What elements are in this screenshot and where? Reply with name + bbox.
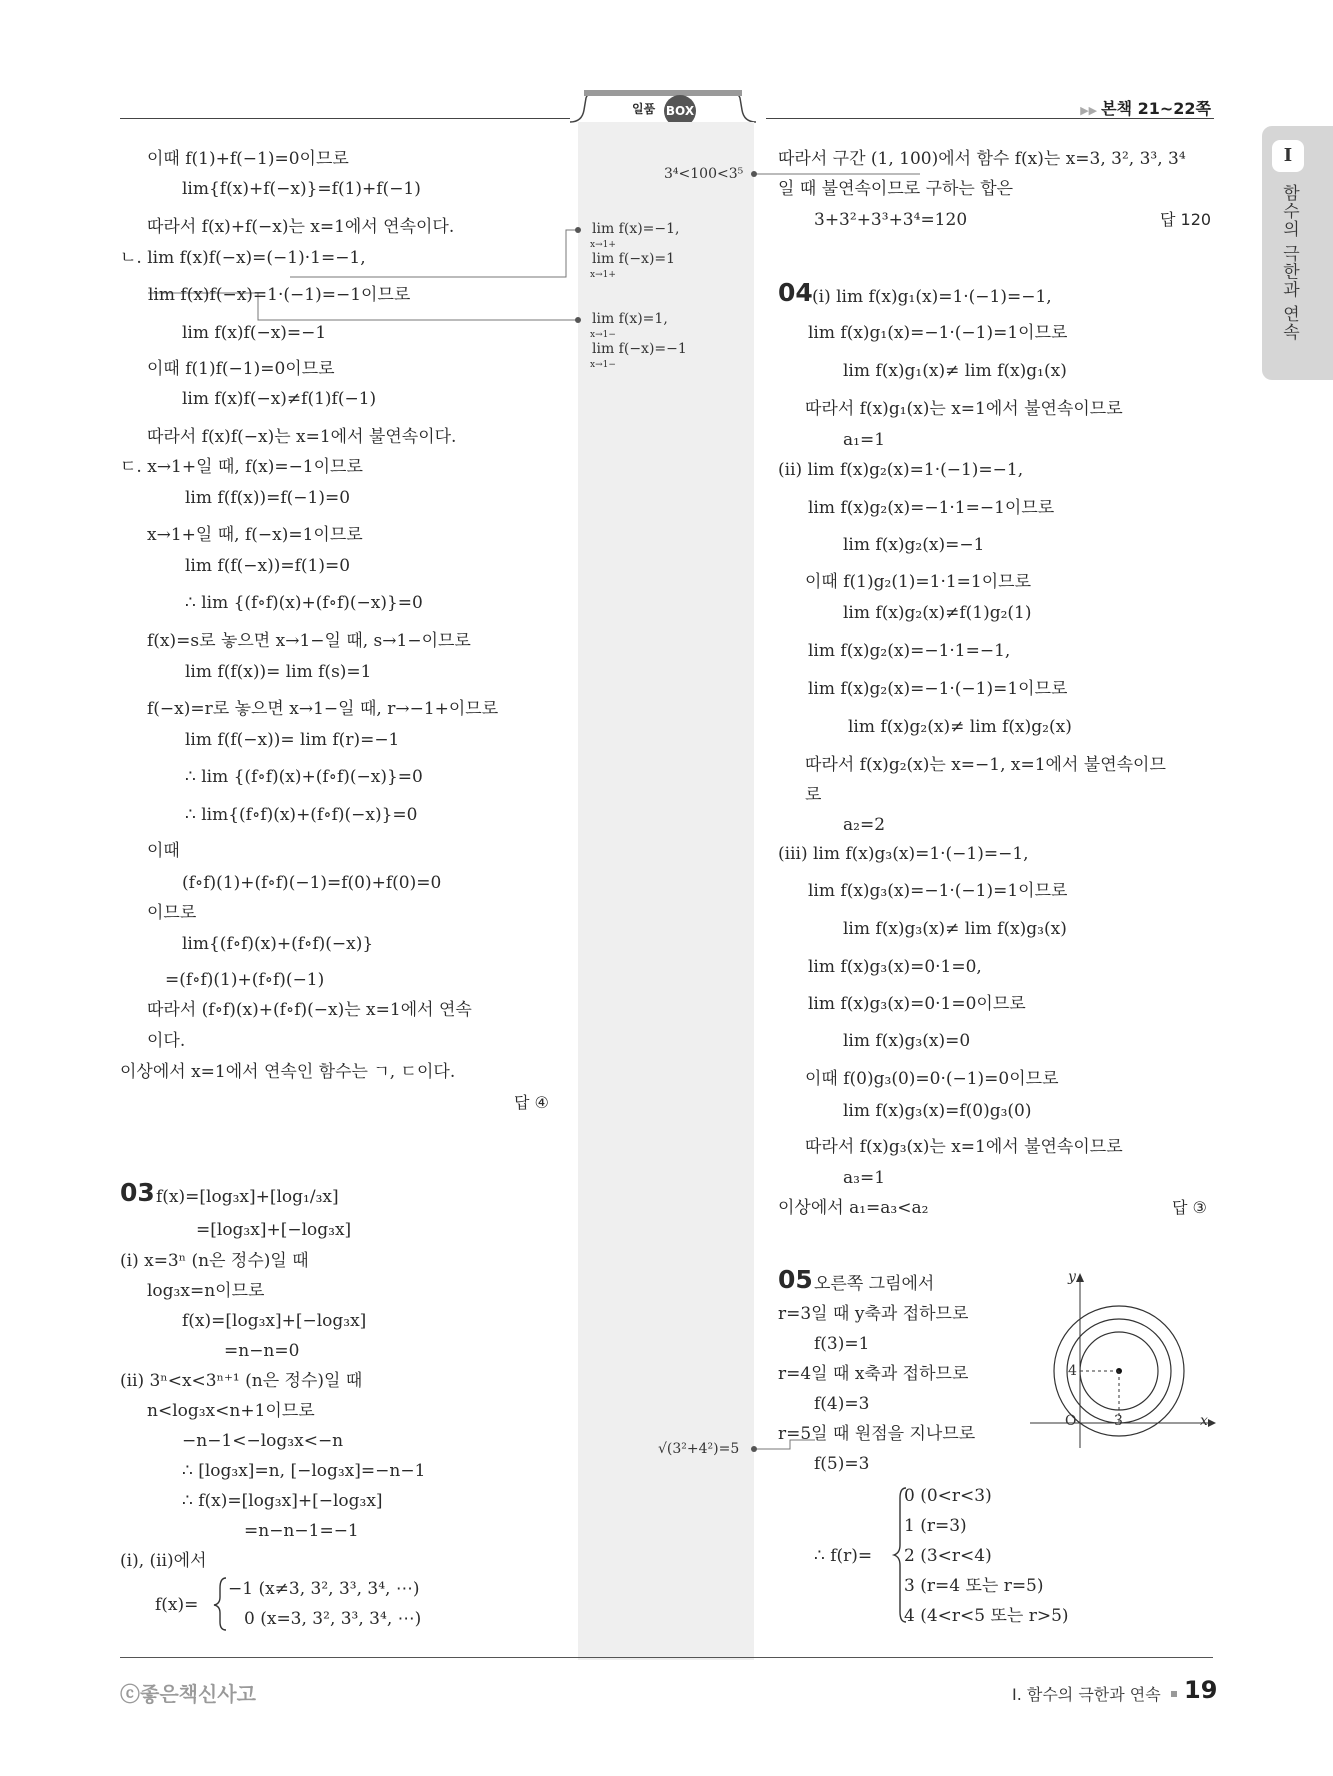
left-line-19: ∴ lim {(f∘f)(x)+(f∘f)(−x)}=0 — [185, 767, 423, 787]
q04-line-25: 따라서 f(x)g₃(x)는 x=1에서 불연속이므로 — [805, 1137, 1123, 1157]
note-limit-2b: lim f(−x)=−1 — [592, 341, 687, 357]
q05-line-8: ∴ f(r)= — [814, 1546, 873, 1566]
q03-number: 03 — [120, 1178, 155, 1207]
left-line-21: 이때 — [147, 841, 180, 861]
q03-line-4: log₃x=n이므로 — [147, 1281, 265, 1301]
q03-line-6: =n−n=0 — [224, 1341, 300, 1361]
left-line-6: lim f(x)f(−x)=−1 — [182, 323, 327, 343]
note-limit-1a-sub: x→1+ — [590, 240, 616, 250]
left-line-26: 따라서 (f∘f)(x)+(f∘f)(−x)는 x=1에서 연속 — [147, 1000, 472, 1020]
note-limit-2a: lim f(x)=1, — [592, 311, 668, 327]
note-limit-1b: lim f(−x)=1 — [592, 251, 676, 267]
left-line-9: 따라서 f(x)f(−x)는 x=1에서 불연속이다. — [147, 427, 457, 447]
q04-line-2: lim f(x)g₁(x)=−1·(−1)=1이므로 — [808, 323, 1068, 343]
note-power-bound: 3⁴<100<3⁵ — [664, 166, 744, 182]
q04-line-13: lim f(x)g₂(x)≠ lim f(x)g₂(x) — [848, 717, 1072, 737]
q03-line-14: f(x)= — [155, 1595, 199, 1615]
left-line-17: f(−x)=r로 놓으면 x→1−일 때, r→−1+이므로 — [147, 699, 499, 719]
q04-line-3: lim f(x)g₁(x)≠ lim f(x)g₁(x) — [843, 361, 1067, 381]
note-limit-1b-sub: x→1+ — [590, 270, 616, 280]
q05-line-5: f(4)=3 — [814, 1394, 870, 1414]
q04-line-12: lim f(x)g₂(x)=−1·(−1)=1이므로 — [808, 679, 1068, 699]
note-radius: √(3²+4²)=5 — [658, 1441, 740, 1457]
q04-line-14: 따라서 f(x)g₂(x)는 x=−1, x=1에서 불연속이므 — [805, 755, 1166, 775]
q05-case-4: 3 (r=4 또는 r=5) — [904, 1576, 1044, 1596]
q04-line-4: 따라서 f(x)g₁(x)는 x=1에서 불연속이므로 — [805, 399, 1123, 419]
note-limit-2b-sub: x→1− — [590, 360, 616, 370]
q05-line-4: r=4일 때 x축과 접하므로 — [778, 1364, 969, 1384]
double-arrow-icon: ▶▶ — [1080, 104, 1098, 117]
q04-number: 04 — [778, 278, 813, 307]
q03-line-8: n<log₃x<n+1이므로 — [147, 1401, 315, 1421]
left-line-20: ∴ lim{(f∘f)(x)+(f∘f)(−x)}=0 — [185, 805, 418, 825]
left-line-28: 이상에서 x=1에서 연속인 함수는 ㄱ, ㄷ이다. — [120, 1062, 456, 1082]
box-badge: BOX — [664, 95, 696, 127]
q05-case-2: 1 (r=3) — [904, 1516, 967, 1536]
q05-line-3: f(3)=1 — [814, 1334, 870, 1354]
fig-label-three: 3 — [1114, 1413, 1123, 1429]
q03-line-5: f(x)=[log₃x]+[−log₃x] — [182, 1311, 367, 1331]
q05-line-2: r=3일 때 y축과 접하므로 — [778, 1304, 969, 1324]
left-line-14: ∴ lim {(f∘f)(x)+(f∘f)(−x)}=0 — [185, 593, 423, 613]
q04-line-15: 로 — [805, 785, 822, 805]
q04-line-6: (ⅱ) lim f(x)g₂(x)=1·(−1)=−1, — [778, 460, 1024, 480]
right-top-line-1: 따라서 구간 (1, 100)에서 함수 f(x)는 x=3, 3², 3³, 3⁴ — [778, 149, 1186, 169]
q05-number: 05 — [778, 1265, 813, 1294]
left-line-18: lim f(f(−x))= lim f(r)=−1 — [185, 730, 400, 750]
q03-line-7: (ⅱ) 3ⁿ<x<3ⁿ⁺¹ (n은 정수)일 때 — [120, 1371, 363, 1391]
right-top-line-3: 3+3²+3³+3⁴=120 — [814, 210, 968, 230]
left-line-3: 따라서 f(x)+f(−x)는 x=1에서 연속이다. — [147, 217, 455, 237]
q04-line-22: lim f(x)g₃(x)=0 — [843, 1031, 971, 1051]
q04-line-9: 이때 f(1)g₂(1)=1·1=1이므로 — [805, 572, 1032, 592]
q04-line-1: (ⅰ) lim f(x)g₁(x)=1·(−1)=−1, — [812, 287, 1052, 307]
q04-answer: 답 ③ — [1172, 1198, 1207, 1217]
q04-line-8: lim f(x)g₂(x)=−1 — [843, 535, 985, 555]
chapter-title: 함수의 극한과 연속 — [1279, 184, 1299, 341]
right-top-answer: 답 120 — [1160, 210, 1212, 229]
left-answer: 답 ④ — [514, 1093, 549, 1112]
fig-label-four: 4 — [1068, 1363, 1077, 1379]
q05-case-1: 0 (0<r<3) — [904, 1486, 992, 1506]
q03-line-15: −1 (x≠3, 3², 3³, 3⁴, ⋯) — [228, 1579, 420, 1599]
note-limit-1a: lim f(x)=−1, — [592, 221, 680, 237]
q04-line-11: lim f(x)g₂(x)=−1·1=−1, — [808, 641, 1011, 661]
q04-line-19: lim f(x)g₃(x)≠ lim f(x)g₃(x) — [843, 919, 1067, 939]
q04-line-10: lim f(x)g₂(x)≠f(1)g₂(1) — [843, 603, 1032, 623]
left-line-27: 이다. — [147, 1031, 186, 1051]
q04-line-21: lim f(x)g₃(x)=0·1=0이므로 — [808, 994, 1026, 1014]
left-line-25: =(f∘f)(1)+(f∘f)(−1) — [165, 970, 325, 990]
page-number: 19 — [1184, 1676, 1218, 1704]
left-line-7: 이때 f(1)f(−1)=0이므로 — [147, 359, 335, 379]
q04-line-17: (ⅲ) lim f(x)g₃(x)=1·(−1)=−1, — [778, 844, 1029, 864]
left-line-11: lim f(f(x))=f(−1)=0 — [185, 488, 351, 508]
fig-label-x: x — [1200, 1413, 1208, 1429]
q05-case-5: 4 (4<r<5 또는 r>5) — [904, 1606, 1069, 1626]
footer-chapter: Ⅰ. 함수의 극한과 연속 — [1012, 1682, 1187, 1705]
page-reference: ▶▶ 본책 21~22쪽 — [1080, 99, 1211, 118]
left-line-23: 이므로 — [147, 903, 197, 923]
left-line-5: lim f(x)f(−x)=1·(−1)=−1이므로 — [148, 285, 411, 305]
q03-line-2: =[log₃x]+[−log₃x] — [196, 1220, 352, 1240]
q04-line-27: 이상에서 a₁=a₃<a₂ — [778, 1198, 929, 1218]
q04-line-26: a₃=1 — [843, 1168, 886, 1188]
q04-line-20: lim f(x)g₃(x)=0·1=0, — [808, 957, 982, 977]
left-line-12: x→1+일 때, f(−x)=1이므로 — [147, 525, 363, 545]
circles-figure — [1030, 1270, 1220, 1450]
q03-line-1: f(x)=[log₃x]+[log₁/₃x] — [156, 1187, 339, 1207]
q04-line-5: a₁=1 — [843, 430, 886, 450]
q03-line-12: =n−n−1=−1 — [244, 1521, 359, 1541]
left-line-13: lim f(f(−x))=f(1)=0 — [185, 556, 351, 576]
q04-line-18: lim f(x)g₃(x)=−1·(−1)=1이므로 — [808, 881, 1068, 901]
q05-line-1: 오른쪽 그림에서 — [814, 1274, 935, 1294]
q05-case-3: 2 (3<r<4) — [904, 1546, 992, 1566]
note-limit-2a-sub: x→1− — [590, 330, 616, 340]
left-line-22: (f∘f)(1)+(f∘f)(−1)=f(0)+f(0)=0 — [182, 873, 442, 893]
separator-square-icon — [1171, 1691, 1177, 1697]
left-line-15: f(x)=s로 놓으면 x→1−일 때, s→1−이므로 — [147, 631, 471, 651]
left-line-2: lim{f(x)+f(−x)}=f(1)+f(−1) — [182, 179, 421, 199]
q04-line-23: 이때 f(0)g₃(0)=0·(−1)=0이므로 — [805, 1069, 1059, 1089]
q04-line-16: a₂=2 — [843, 815, 886, 835]
right-top-line-2: 일 때 불연속이므로 구하는 합은 — [778, 179, 1014, 199]
left-line-24: lim{(f∘f)(x)+(f∘f)(−x)} — [182, 934, 374, 954]
left-line-1: 이때 f(1)+f(−1)=0이므로 — [147, 149, 349, 169]
chapter-number: I — [1272, 140, 1304, 172]
left-line-8: lim f(x)f(−x)≠f(1)f(−1) — [182, 389, 377, 409]
left-line-16: lim f(f(x))= lim f(s)=1 — [185, 662, 372, 682]
q04-line-24: lim f(x)g₃(x)=f(0)g₃(0) — [843, 1101, 1032, 1121]
left-line-4: ㄴ. lim f(x)f(−x)=(−1)·1=−1, — [120, 248, 366, 268]
publisher-logo: ⓒ좋은책신사고 — [120, 1682, 256, 1706]
q04-line-7: lim f(x)g₂(x)=−1·1=−1이므로 — [808, 498, 1055, 518]
q03-line-9: −n−1<−log₃x<−n — [182, 1431, 344, 1451]
fig-label-origin: O — [1065, 1413, 1077, 1429]
q05-line-7: f(5)=3 — [814, 1454, 870, 1474]
footer-rule — [120, 1657, 1213, 1658]
q03-line-16: 0 (x=3, 3², 3³, 3⁴, ⋯) — [244, 1609, 422, 1629]
left-line-10: ㄷ. x→1+일 때, f(x)=−1이므로 — [120, 457, 363, 477]
q03-line-3: (ⅰ) x=3ⁿ (n은 정수)일 때 — [120, 1251, 309, 1271]
q05-line-6: r=5일 때 원점을 지나므로 — [778, 1424, 976, 1444]
fig-label-y: y — [1068, 1269, 1076, 1285]
q03-line-13: (ⅰ), (ⅱ)에서 — [120, 1551, 207, 1571]
box-label: 일품 — [632, 102, 656, 116]
q03-line-10: ∴ [log₃x]=n, [−log₃x]=−n−1 — [182, 1461, 426, 1481]
q03-line-11: ∴ f(x)=[log₃x]+[−log₃x] — [182, 1491, 383, 1511]
